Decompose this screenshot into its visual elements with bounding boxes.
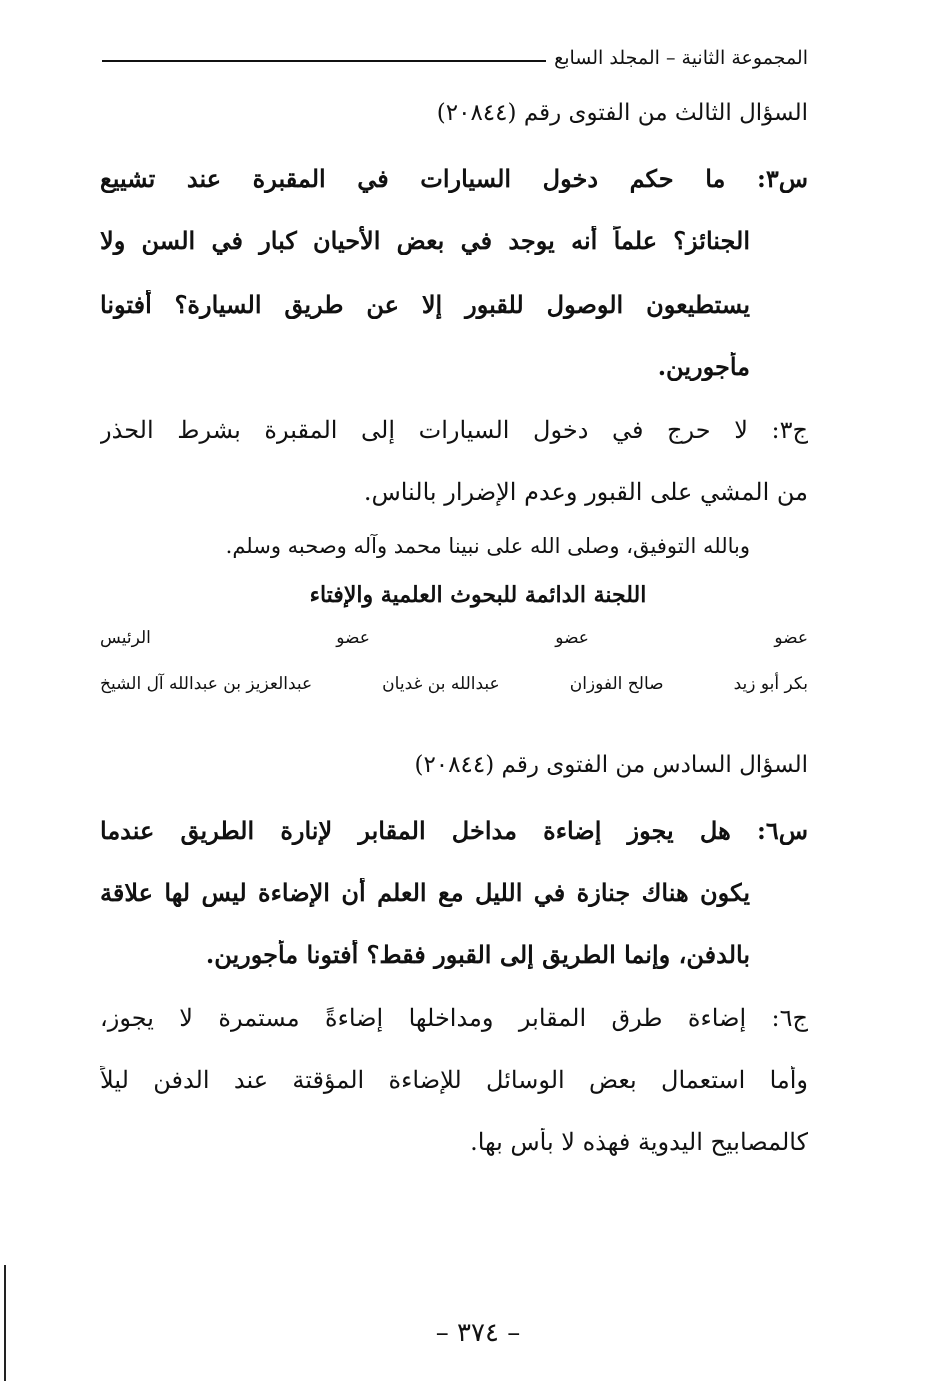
answer-2-line-2: وأما استعمال بعض الوسائل للإضاءة المؤقتة عند الدفن ليلاً xyxy=(100,1066,808,1094)
closing-line: وبالله التوفيق، وصلى الله على نبينا محمد وآله وصحبه وسلم. xyxy=(225,534,750,558)
role-member-1: عضو xyxy=(774,628,808,648)
role-chairman: الرئيس xyxy=(100,628,151,648)
member-name-1: بكر أبو زيد xyxy=(733,674,808,694)
fatwa-reference-2: السؤال السادس من الفتوى رقم (٢٠٨٤٤) xyxy=(414,752,808,778)
answer-1-line-1: ج٣: لا حرج في دخول السيارات إلى المقبرة بشرط الحذر xyxy=(100,416,808,444)
committee-name: اللجنة الدائمة للبحوث العلمية والإفتاء xyxy=(309,582,647,608)
question-1-line-4: مأجورين. xyxy=(657,352,750,381)
question-2-line-2: يكون هناك جنازة في الليل مع العلم أن الإضاءة ليس لها علاقة xyxy=(100,878,750,907)
answer-1-line-2: من المشي على القبور وعدم الإضرار بالناس. xyxy=(363,478,808,506)
question-1-line-3: يستطيعون الوصول للقبور إلا عن طريق السيارة؟ أفتونا xyxy=(100,290,750,319)
signature-names xyxy=(100,674,808,694)
running-header xyxy=(102,38,808,78)
question-2-line-1: س٦: هل يجوز إضاءة مداخل المقابر لإنارة الطريق عندما xyxy=(100,816,808,845)
member-name-3: عبدالله بن غديان xyxy=(382,674,500,694)
answer-2-line-3: كالمصابيح اليدوية فهذه لا بأس بها. xyxy=(470,1128,808,1156)
chairman-name: عبدالعزيز بن عبدالله آل الشيخ xyxy=(100,674,313,694)
question-1-line-2: الجنائز؟ علماً أنه يوجد في بعض الأحيان كبار في السن ولا xyxy=(100,226,750,255)
answer-2-line-1: ج٦: إضاءة طرق المقابر ومداخلها إضاءةً مستمرة لا يجوز، xyxy=(100,1004,808,1032)
header-rule xyxy=(102,60,546,62)
page-number: – ٣٧٤ – xyxy=(435,1318,521,1348)
role-member-3: عضو xyxy=(336,628,370,648)
header-title: المجموعة الثانية – المجلد السابع xyxy=(554,47,808,69)
fatwa-reference-1: السؤال الثالث من الفتوى رقم (٢٠٨٤٤) xyxy=(436,100,808,126)
role-member-2: عضو xyxy=(555,628,589,648)
question-2-line-3: بالدفن، وإنما الطريق إلى القبور فقط؟ أفتونا مأجورين. xyxy=(205,940,750,969)
signature-roles xyxy=(100,628,808,648)
question-1-line-1: س٣: ما حكم دخول السيارات في المقبرة عند تشييع xyxy=(100,164,808,193)
member-name-2: صالح الفوزان xyxy=(569,674,664,694)
